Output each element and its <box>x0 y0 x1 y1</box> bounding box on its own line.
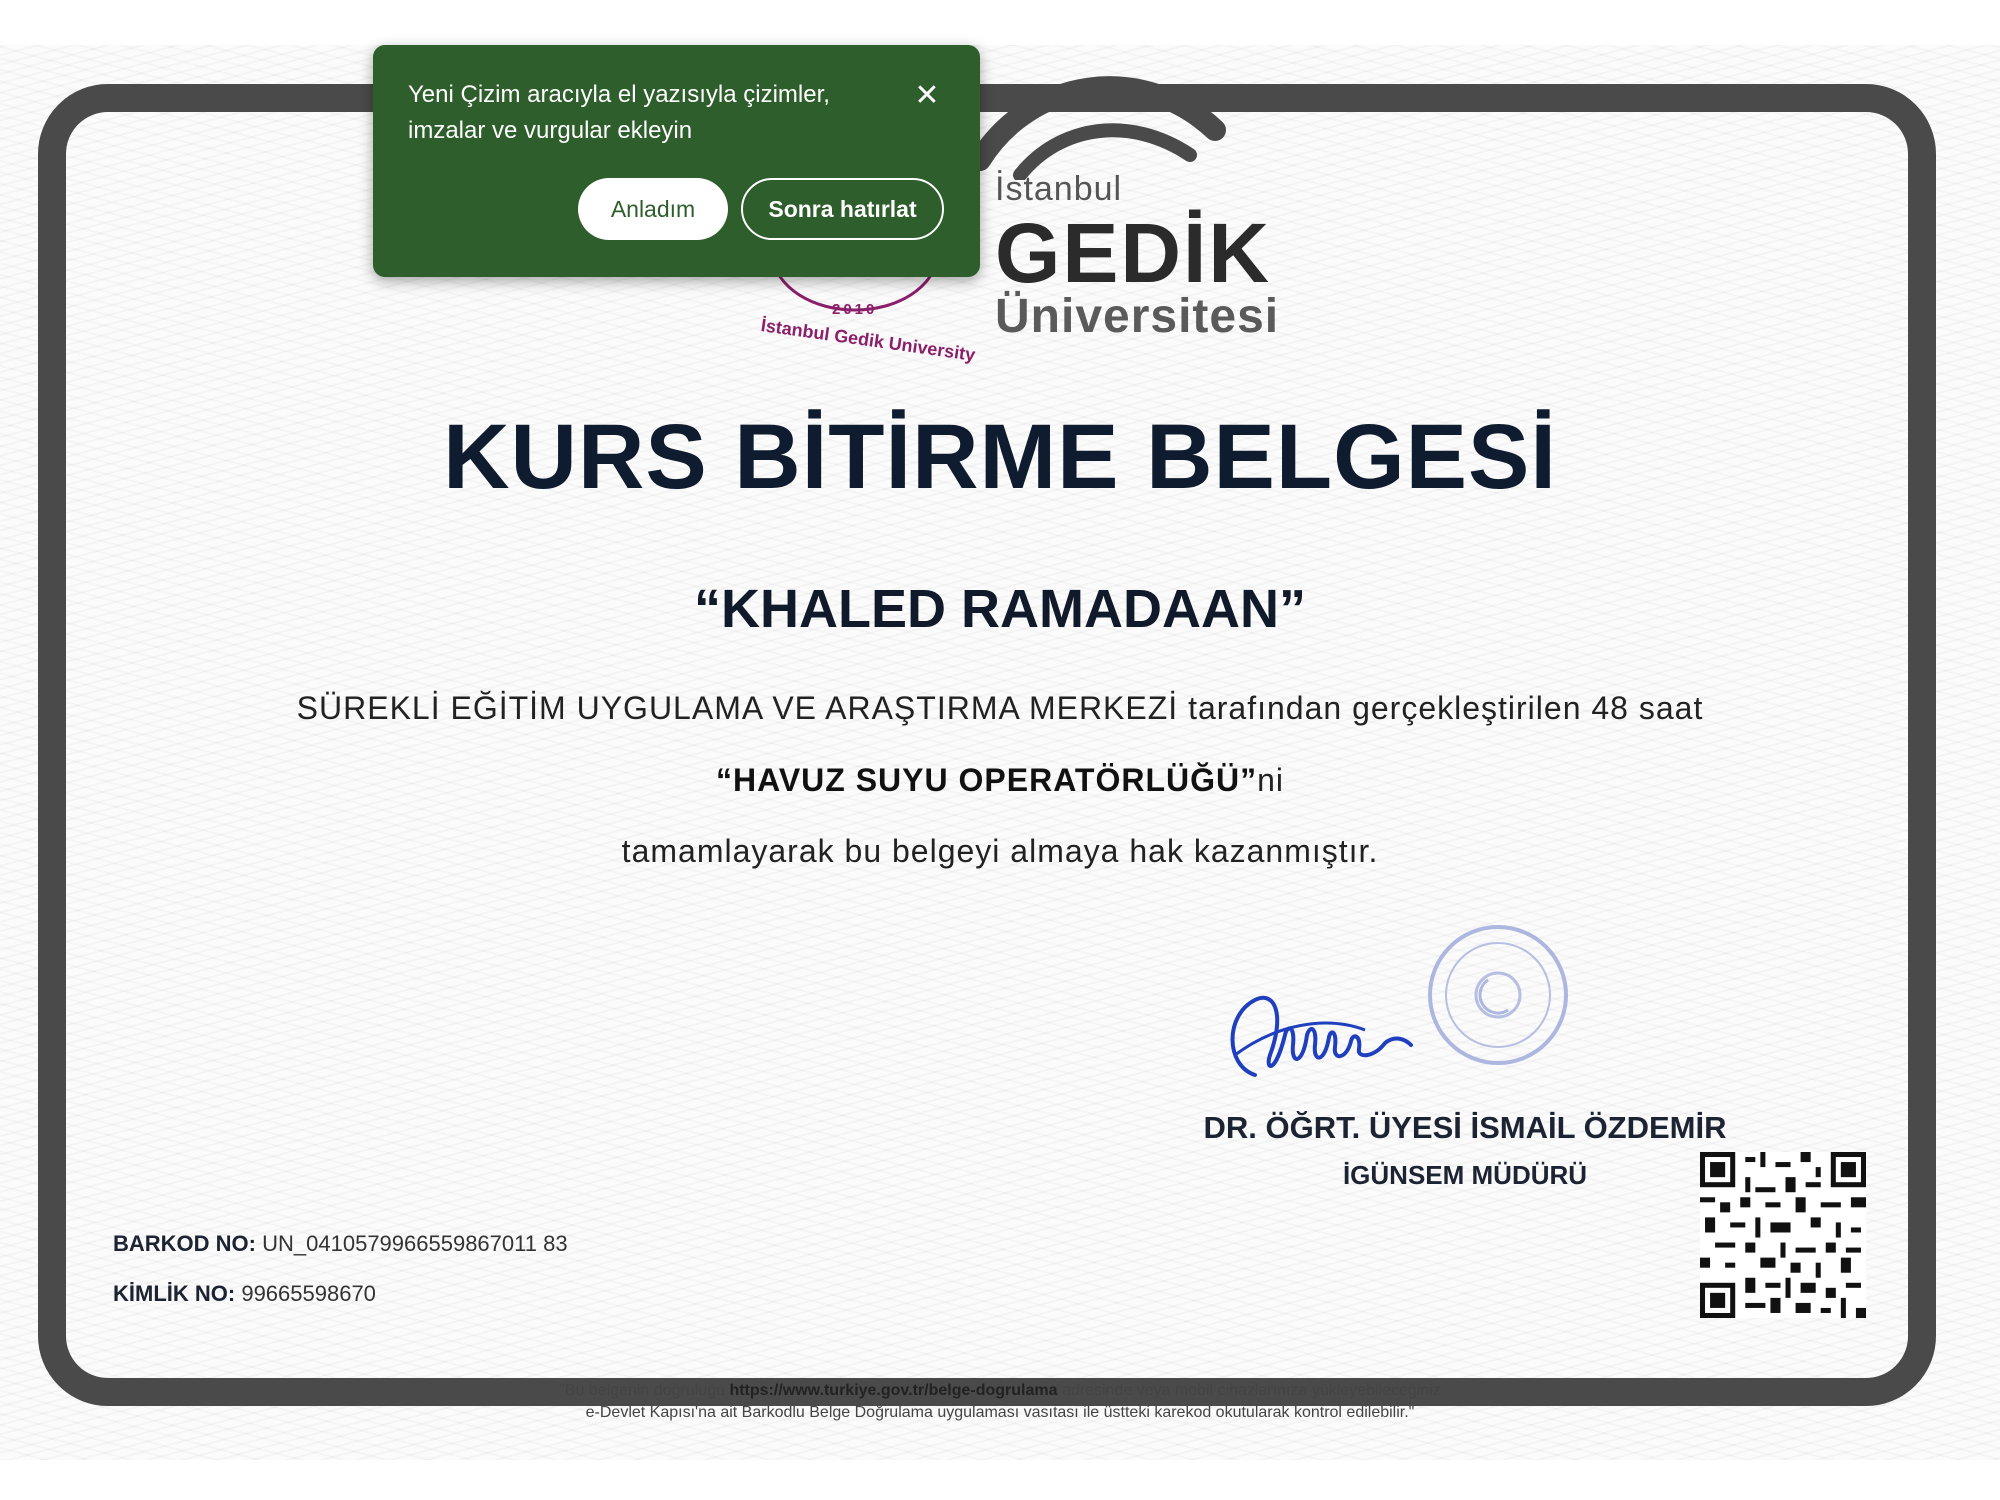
certificate-line-3: tamamlayarak bu belgeyi almaya hak kazanmıştır. <box>621 833 1379 869</box>
popup-message: Yeni Çizim aracıyla el yazısıyla çizimler, imzalar ve vurgular ekleyin <box>408 81 830 144</box>
seal-year: 2010 <box>832 301 878 318</box>
logo-istanbul: İstanbul <box>995 170 1123 208</box>
official-stamp-icon <box>1418 920 1578 1070</box>
id-number <box>113 1281 376 1307</box>
seal-text: İstanbul Gedik University <box>759 315 977 365</box>
certificate-line-1: SÜREKLİ EĞİTİM UYGULAMA VE ARAŞTIRMA MERKEZİ tarafından gerçekleştirilen 48 saat <box>296 690 1704 726</box>
id-label: KİMLİK NO: <box>113 1281 236 1306</box>
got-it-button[interactable]: Anladım <box>578 178 728 240</box>
verification-note <box>0 1380 2000 1424</box>
course-name: “HAVUZ SUYU OPERATÖRLÜĞÜ” <box>715 762 1258 798</box>
certificate-title: KURS BİTİRME BELGESİ <box>443 406 1557 508</box>
verification-line-1: "Bu belgenin doğruluğu https://www.turkiye.gov.tr/belge-dogrulama adresinde veya mobil cihazlarınıza yükleyebileceğiniz <box>559 1382 1441 1399</box>
barcode-number <box>113 1231 568 1257</box>
logo-universitesi: Üniversitesi <box>995 290 1280 343</box>
close-icon[interactable]: ✕ <box>914 78 940 112</box>
signer-role: İGÜNSEM MÜDÜRÜ <box>1342 1160 1588 1190</box>
verification-link[interactable]: https://www.turkiye.gov.tr/belge-dogrulama <box>729 1382 1058 1399</box>
id-value: 99665598670 <box>241 1281 376 1306</box>
gedik-arch-logo <box>960 40 1230 180</box>
university-logo-text <box>995 170 1279 341</box>
course-suffix: ni <box>1257 762 1285 798</box>
barcode-label: BARKOD NO: <box>113 1231 256 1256</box>
qr-code-icon[interactable] <box>1700 1152 1866 1318</box>
certificate-course-line <box>0 762 2000 799</box>
barcode-value: UN_0410579966559867011 83 <box>262 1231 568 1256</box>
recipient-name: “KHALED RAMADAAN” <box>694 579 1306 639</box>
logo-gedik: GEDİK <box>995 206 1272 300</box>
certificate-frame <box>38 84 1936 1406</box>
draw-tool-tip-popup <box>373 45 980 277</box>
verification-line-2: e-Devlet Kapısı'na ait Barkodlu Belge Doğrulama uygulaması vasıtası ile üstteki karekod okutularak kontrol edilebilir." <box>585 1404 1415 1421</box>
signer-name: DR. ÖĞRT. ÜYESİ İSMAİL ÖZDEMİR <box>1203 1110 1727 1145</box>
remind-later-button[interactable]: Sonra hatırlat <box>741 178 944 240</box>
